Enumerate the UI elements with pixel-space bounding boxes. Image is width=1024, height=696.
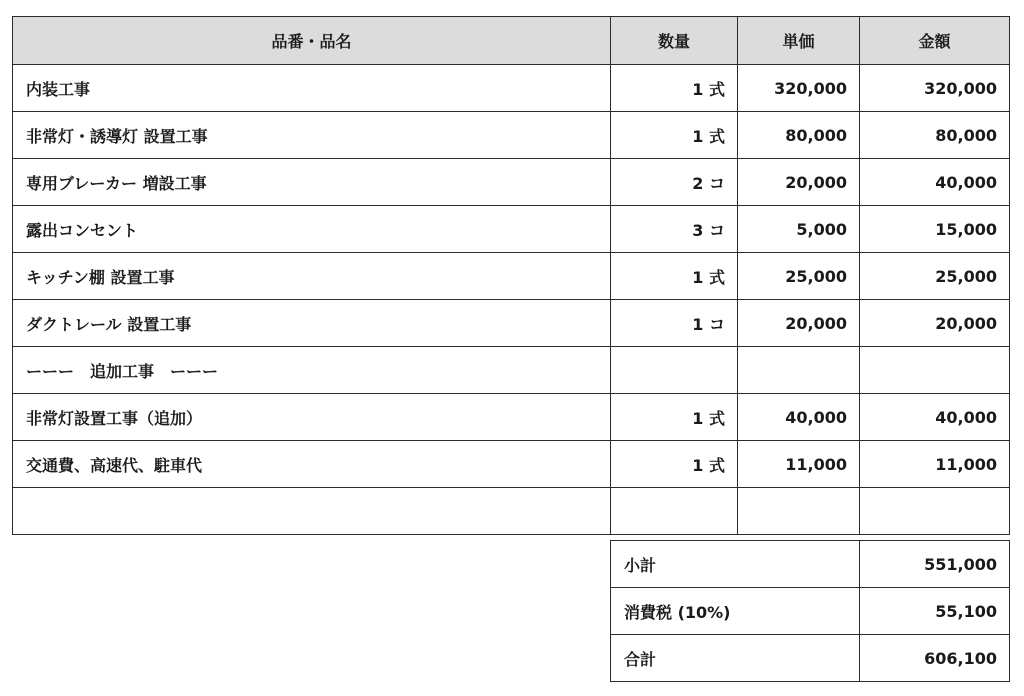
subtotal-value: 551,000 <box>860 541 1010 588</box>
item-name: 露出コンセント <box>13 206 611 253</box>
total-row <box>611 635 1010 682</box>
header-price: 単価 <box>738 17 860 65</box>
item-price: 80,000 <box>738 112 860 159</box>
item-price <box>738 347 860 394</box>
table-row <box>13 300 1010 347</box>
item-name <box>13 488 611 535</box>
header-qty: 数量 <box>611 17 738 65</box>
item-amount: 25,000 <box>860 253 1010 300</box>
subtotal-row <box>611 541 1010 588</box>
item-name: キッチン棚 設置工事 <box>13 253 611 300</box>
total-value: 606,100 <box>860 635 1010 682</box>
section-divider-row <box>13 347 1010 394</box>
table-row <box>13 394 1010 441</box>
item-qty <box>611 488 738 535</box>
table-row <box>13 441 1010 488</box>
item-price: 25,000 <box>738 253 860 300</box>
item-name: 非常灯・誘導灯 設置工事 <box>13 112 611 159</box>
item-qty: 1 コ <box>611 300 738 347</box>
item-name: 非常灯設置工事（追加） <box>13 394 611 441</box>
table-row <box>13 159 1010 206</box>
item-name: ダクトレール 設置工事 <box>13 300 611 347</box>
table-row <box>13 112 1010 159</box>
tax-row <box>611 588 1010 635</box>
item-price: 11,000 <box>738 441 860 488</box>
tax-label: 消費税 (10%) <box>611 588 860 635</box>
item-price: 40,000 <box>738 394 860 441</box>
table-row <box>13 253 1010 300</box>
item-qty: 1 式 <box>611 253 738 300</box>
item-qty <box>611 347 738 394</box>
invoice-sheet <box>12 16 1010 535</box>
item-qty: 1 式 <box>611 441 738 488</box>
item-qty: 2 コ <box>611 159 738 206</box>
header-name: 品番・品名 <box>13 17 611 65</box>
total-label: 合計 <box>611 635 860 682</box>
item-qty: 3 コ <box>611 206 738 253</box>
empty-row <box>13 488 1010 535</box>
item-amount: 40,000 <box>860 394 1010 441</box>
item-price: 20,000 <box>738 300 860 347</box>
item-price: 320,000 <box>738 65 860 112</box>
item-qty: 1 式 <box>611 65 738 112</box>
item-name: 交通費、高速代、駐車代 <box>13 441 611 488</box>
item-qty: 1 式 <box>611 394 738 441</box>
item-price <box>738 488 860 535</box>
item-amount: 15,000 <box>860 206 1010 253</box>
item-amount: 40,000 <box>860 159 1010 206</box>
item-price: 20,000 <box>738 159 860 206</box>
item-amount: 11,000 <box>860 441 1010 488</box>
table-row <box>13 206 1010 253</box>
tax-value: 55,100 <box>860 588 1010 635</box>
table-header-row <box>13 17 1010 65</box>
item-amount <box>860 488 1010 535</box>
header-amount: 金額 <box>860 17 1010 65</box>
table-row <box>13 65 1010 112</box>
item-amount: 80,000 <box>860 112 1010 159</box>
subtotal-label: 小計 <box>611 541 860 588</box>
section-divider-label: ーーー 追加工事 ーーー <box>13 347 611 394</box>
item-amount: 20,000 <box>860 300 1010 347</box>
totals-table <box>610 540 1010 682</box>
item-name: 専用ブレーカー 増設工事 <box>13 159 611 206</box>
item-qty: 1 式 <box>611 112 738 159</box>
line-items-table <box>12 16 1010 535</box>
item-amount: 320,000 <box>860 65 1010 112</box>
item-price: 5,000 <box>738 206 860 253</box>
item-amount <box>860 347 1010 394</box>
item-name: 内装工事 <box>13 65 611 112</box>
